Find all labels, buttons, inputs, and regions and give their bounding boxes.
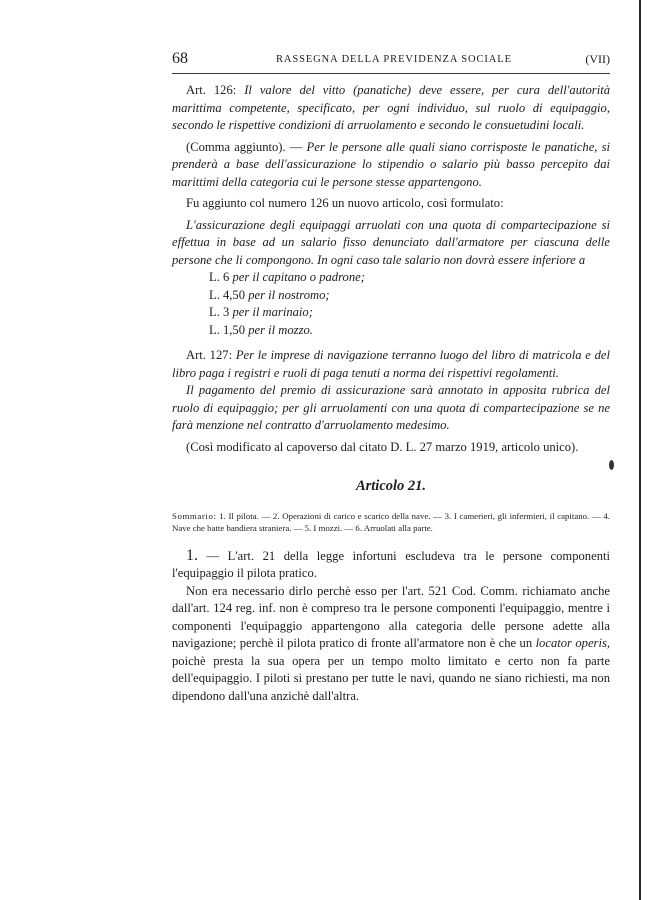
article-126-lead: Art. 126: xyxy=(186,83,237,97)
list-item: L. 1,50 per il mozzo. xyxy=(209,322,313,337)
added-article-intro: Fu aggiunto col numero 126 un nuovo articolo, così formulato: xyxy=(186,196,504,210)
article-126-paragraph xyxy=(172,82,610,135)
salary-list xyxy=(172,269,610,339)
article-127-text: Per le imprese di navigazione terranno luogo del libro di matricola e del libro paga i registri e ruoli di paga tenuti a norma dei rispettivi regolamenti. xyxy=(172,348,610,380)
list-item: L. 4,50 per il nostromo; xyxy=(209,287,330,302)
list-item: L. 3 per il marinaio; xyxy=(209,305,313,319)
new-article-paragraph xyxy=(172,217,610,270)
paragraph-2-text-a: Non era necessario dirlo perchè esso per l'art. 521 Cod. Comm. richiamato anche dall'art. 124 reg. inf. non è compreso tra le persone componenti l'equipaggio, mentre i componenti l'equipaggio appartengono alla categoria delle persone adette alla navigazione; perchè il pilota pratico di fronte all'armatore non è che un xyxy=(172,583,610,650)
section-roman-numeral: (VII) xyxy=(585,52,610,66)
paragraph-number: 1. xyxy=(186,546,198,564)
page-number: 68 xyxy=(172,50,188,67)
ink-spot xyxy=(609,460,614,470)
paragraph-2-text-b: poichè presta la sua opera per un tempo molto limitato e certo non fa parte dell'equipaggio. I piloti si prestano per tutte le navi, quando ne siano richiesti, ma non dipendono dall'una anzichè dall'altra. xyxy=(172,653,610,703)
comma-lead: (Comma aggiunto). — xyxy=(186,139,303,154)
section-title: Articolo 21. xyxy=(355,478,427,494)
paragraph-1-text: — L'art. 21 della legge infortuni escludeva tra le persone componenti l'equipaggio il pilota pratico. xyxy=(172,548,610,580)
comma-aggiunto-paragraph xyxy=(172,139,610,192)
header-rule xyxy=(172,73,610,74)
journal-title: RASSEGNA DELLA PREVIDENZA SOCIALE xyxy=(276,54,512,65)
article-127-paragraph xyxy=(172,347,610,382)
modified-note: (Così modificato al capoverso dal citato D. L. 27 marzo 1919, articolo unico). xyxy=(186,439,579,454)
paragraph-1 xyxy=(172,547,610,583)
list-item: L. 6 per il capitano o padrone; xyxy=(209,270,365,284)
premium-text: Il pagamento del premio di assicurazione sarà annotato in apposita rubrica del ruolo di equipaggio; per gli arruolamenti con una quota di compartecipazione se ne farà menzione nel contratto d'arruolamento medesimo. xyxy=(172,383,610,432)
comma-text: Per le persone alle quali siano corrisposte le panatiche, si prenderà a base dell'assicurazione lo stipendio o salario più basso percepito dai marittimi della categoria cui le persone stesse appartengono. xyxy=(172,139,610,189)
new-article-text: L'assicurazione degli equipaggi arruolati con una quota di compartecipazione si effettua in base ad un salario fisso denunciato dall'armatore per ciascuna delle persone che li compongono. In ogni caso tale salario non dovrà essere inferiore a xyxy=(172,217,610,267)
summary-text: 1. Il pilota. — 2. Operazioni di carico e scarico della nave. — 3. I camerieri, gli infermieri, il capitano. — 4. Nave che batte bandiera straniera. — 5. I mozzi. — 6. Arruolati alla parte. xyxy=(172,510,610,533)
summary-label: Sommario: xyxy=(172,510,217,521)
article-127-lead: Art. 127: xyxy=(186,348,233,362)
paragraph-2-italic: locator operis, xyxy=(535,636,610,650)
premium-paragraph xyxy=(172,382,610,435)
page-body xyxy=(172,82,610,705)
paragraph-2 xyxy=(172,583,610,706)
article-126-text: Il valore del vitto (panatiche) deve essere, per cura dell'autorità marittima competente, specificato, per ogni individuo, sul ruolo di equipaggio, secondo le rispettive condizioni di arruolamento e secondo le consuetudini locali. xyxy=(172,83,611,132)
binding-edge-line xyxy=(639,0,641,900)
running-header xyxy=(172,50,610,72)
section-summary xyxy=(172,510,610,535)
